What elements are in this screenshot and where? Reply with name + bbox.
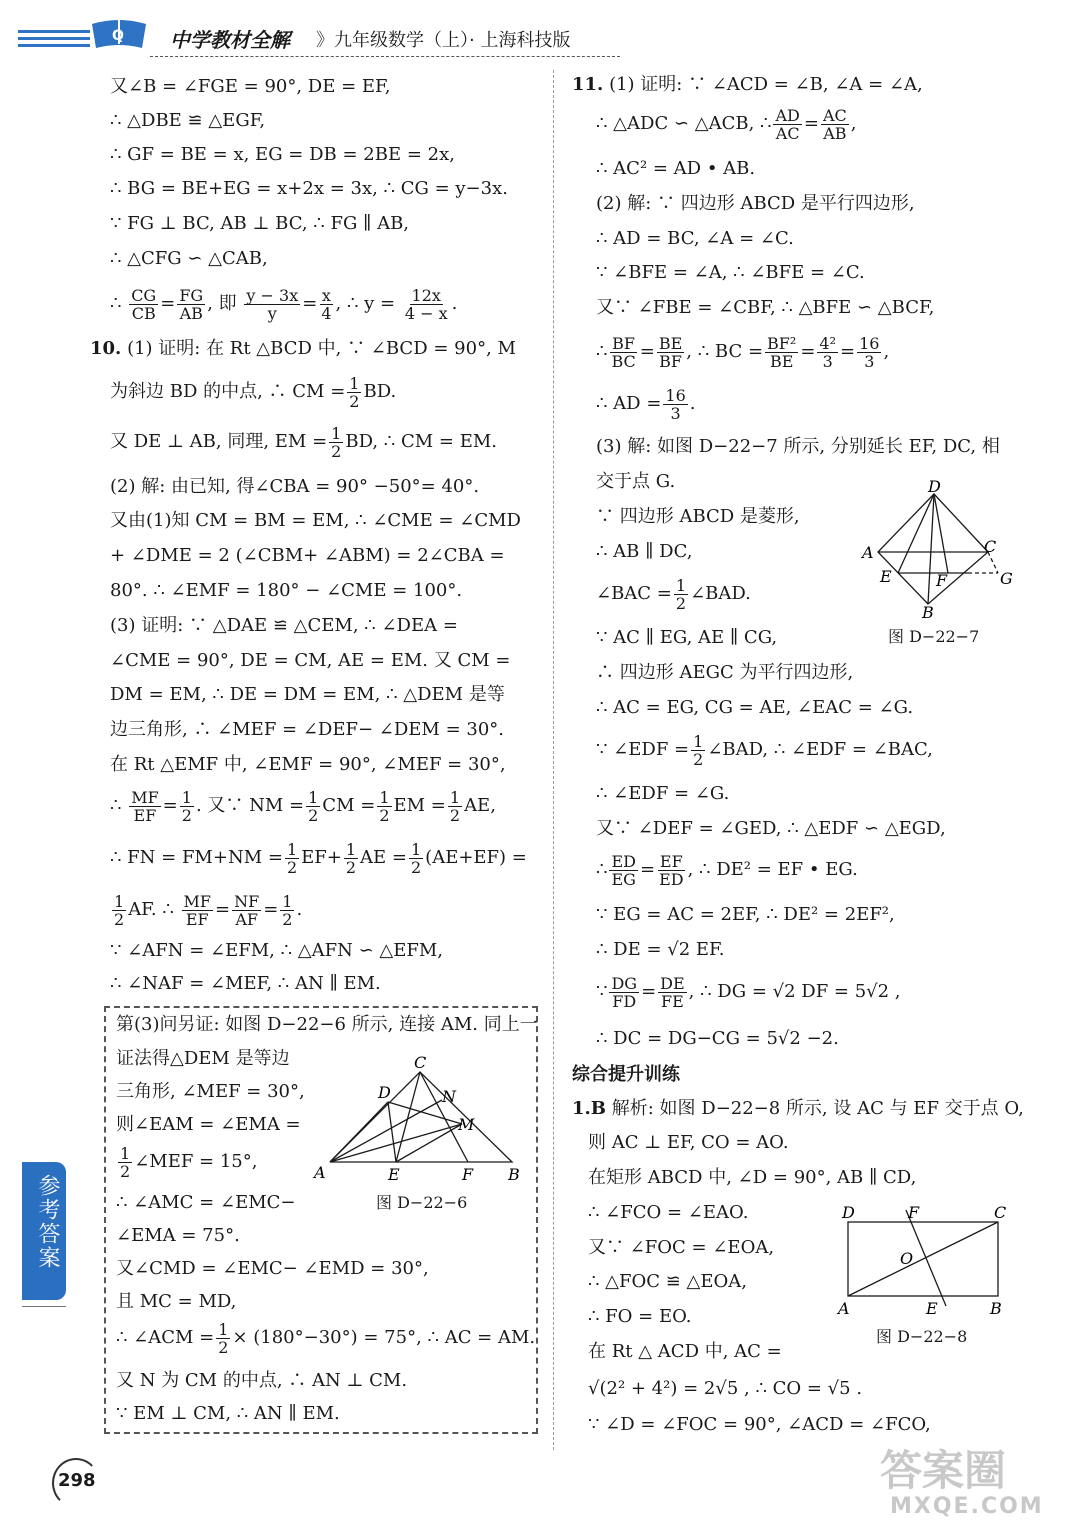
question-11-line: 11. (1) 证明: ∵ ∠ACD = ∠B, ∠A = ∠A, (572, 74, 923, 95)
text-line: 又∠CMD = ∠EMC− ∠EMD = 30°, (116, 1258, 429, 1279)
text-line: ∵ ∠AFN = ∠EFM, ∴ △AFN ∽ △EFM, (110, 940, 444, 961)
equation-line: ∴ △ADC ∽ △ACB, ∴ $\frac{AD}{AC}$ = $\frac{AC}{AB}$ , (596, 105, 857, 143)
text-line: ∴ DC = DG−CG = 5√2 −2. (596, 1028, 839, 1049)
text-line: 又∵ ∠DEF = ∠GED, ∴ △EDF ∽ △EGD, (596, 818, 946, 839)
fig8-label-e: E (926, 1299, 938, 1318)
figure-caption: 图 D−22−7 (888, 627, 980, 646)
fig7-label-b: B (922, 603, 934, 620)
text-line: ∴ ∠EDF = ∠G. (596, 783, 730, 804)
text-line: 又∵ ∠FBE = ∠CBF, ∴ △BFE ∽ △BCF, (596, 297, 935, 318)
text-line: ∴ ∠FCO = ∠EAO. (588, 1202, 749, 1223)
text-line: ∵ EM ⊥ CM, ∴ AN ∥ EM. (116, 1403, 340, 1424)
equation-line: $\frac{1}{2}$ AF. ∴ $\frac{MF}{EF}$ = $\frac{NF}{AF}$ = $\frac{1}{2}$ . (114, 891, 303, 929)
text-line: ∴ △CFG ∽ △CAB, (110, 248, 268, 269)
series-title: 中学教材全解 (170, 28, 290, 52)
fig7-label-c: C (984, 537, 997, 556)
figure-caption: 图 D−22−8 (876, 1327, 968, 1346)
book-subtitle: 》九年级数学（上）· 上海科技版 (316, 30, 571, 51)
text-line: 则∠EAM = ∠EMA = (116, 1114, 301, 1135)
side-rule-lines (22, 1306, 66, 1321)
fig6-label-e: E (388, 1165, 400, 1184)
equation-line: ∴ $\frac{CG}{CB}$ = $\frac{FG}{AB}$ , 即 $\frac{y - 3x}{y}$ = $\frac{x}{4}$ , ∴ y = $\frac{12x}{4 - x}$ . (110, 285, 458, 323)
text-line: (2) 解: 由已知, 得∠CBA = 90° −50°= 40°. (110, 476, 480, 497)
text-line: 80°. ∴ ∠EMF = 180° − ∠CME = 100°. (110, 580, 463, 601)
equation-line: $\frac{1}{2}$ ∠MEF = 15°, (120, 1143, 258, 1181)
fig8-label-f: F (908, 1203, 920, 1222)
text-line: 交于点 G. (596, 471, 676, 492)
text-line: (3) 证明: ∵ △DAE ≌ △CEM, ∴ ∠DEA = (110, 615, 458, 636)
equation-line: ∴ ∠ACM = $\frac{1}{2}$ × (180°−30°) = 75°, ∴ AC = AM. (116, 1319, 536, 1357)
text-line: √(2² + 4²) = 2√5 , ∴ CO = √5 . (588, 1378, 863, 1399)
question-10-line: 10. (1) 证明: 在 Rt △BCD 中, ∵ ∠BCD = 90°, M (90, 338, 516, 359)
text-line: ∴ ∠NAF = ∠MEF, ∴ AN ∥ EM. (110, 973, 381, 994)
text-line: 则 AC ⊥ EF, CO = AO. (588, 1132, 789, 1153)
fig8-label-o: O (900, 1249, 914, 1268)
text-line: ∠CME = 90°, DE = CM, AE = EM. 又 CM = (110, 650, 511, 671)
fig6-label-a: A (314, 1163, 326, 1182)
text-line: ∠EMA = 75°. (116, 1225, 240, 1246)
watermark-url: MXQE.COM (890, 1494, 1044, 1519)
fig6-label-c: C (414, 1053, 427, 1072)
equation-line: ∴ AD = $\frac{16}{3}$ . (596, 385, 696, 423)
text-line: ∴ AC² = AD • AB. (596, 158, 756, 179)
fig7-label-f: F (936, 571, 948, 590)
text-line: 证法得△DEM 是等边 (116, 1048, 290, 1069)
equation-line: ∴ $\frac{ED}{EG}$ = $\frac{EF}{ED}$ , ∴ DE² = EF • EG. (596, 851, 858, 889)
text-line: ∴ AD = BC, ∠A = ∠C. (596, 228, 794, 249)
fig7-label-e: E (880, 567, 892, 586)
equation-line: ∴ $\frac{MF}{EF}$ = $\frac{1}{2}$ . 又∵ NM = $\frac{1}{2}$ CM = $\frac{1}{2}$ EM = $\frac{1}{2}$ AE, (110, 787, 496, 825)
svg-text:Q: Q (112, 28, 124, 44)
section-heading: 综合提升训练 (572, 1064, 680, 1085)
fig7-label-a: A (862, 543, 874, 562)
page-number: 298 (58, 1470, 96, 1491)
equation-line: ∴ $\frac{BF}{BC}$ = $\frac{BE}{BF}$ , ∴ BC = $\frac{\text{BF²}}{BE}$ = $\frac{\text{4²}}{3}$ = $\frac{16}{3}$ , (596, 333, 890, 371)
figure-d-22-6 (312, 1050, 532, 1190)
text-line: 又 DE ⊥ AB, 同理, EM = $\frac{1}{2}$ BD, ∴ CM = EM. (110, 423, 497, 461)
text-line: 又∵ ∠FOC = ∠EOA, (588, 1237, 775, 1258)
text-line: 且 MC = MD, (116, 1291, 237, 1312)
book-logo-icon (84, 14, 154, 54)
fig7-label-g: G (1000, 569, 1013, 588)
text-line: ∵ ∠D = ∠FOC = 90°, ∠ACD = ∠FCO, (588, 1414, 931, 1435)
text-line: ∴ BG = BE+EG = x+2x = 3x, ∴ CG = y−3x. (110, 178, 508, 199)
column-divider (553, 70, 554, 1450)
text-line: + ∠DME = 2 (∠CBM+ ∠ABM) = 2∠CBA = (110, 545, 505, 566)
header-rule (150, 56, 620, 58)
equation-line: ∵ ∠EDF = $\frac{1}{2}$ ∠BAD, ∴ ∠EDF = ∠BAC, (596, 731, 933, 769)
fig7-label-d: D (928, 480, 941, 496)
text-line: (2) 解: ∵ 四边形 ABCD 是平行四边形, (596, 193, 915, 214)
text-line: ∴ △FOC ≌ △EOA, (588, 1271, 748, 1292)
fig8-label-d: D (842, 1203, 855, 1222)
text-line: ∵ EG = AC = 2EF, ∴ DE² = 2EF², (596, 904, 895, 925)
text-line: ∴ 四边形 AEGC 为平行四边形, (596, 662, 854, 683)
side-tab-answers: 参考答案 (22, 1162, 66, 1300)
text-line: 在 Rt △EMF 中, ∠EMF = 90°, ∠MEF = 30°, (110, 754, 506, 775)
text-line: DM = EM, ∴ DE = DM = EM, ∴ △DEM 是等 (110, 684, 505, 705)
equation-line: ∵ $\frac{DG}{FD}$ = $\frac{DE}{FE}$ , ∴ DG = √2 DF = 5√2 , (596, 973, 901, 1011)
watermark-logo: 答案圈 (880, 1446, 1007, 1495)
text-line: 第(3)问另证: 如图 D−22−6 所示, 连接 AM. 同上一 (116, 1014, 538, 1035)
text-line: 又由(1)知 CM = BM = EM, ∴ ∠CME = ∠CMD (110, 510, 521, 531)
header-stripes (18, 30, 90, 51)
fig6-label-n: N (442, 1087, 456, 1106)
text-line: ∴ △DBE ≌ △EGF, (110, 110, 266, 131)
text-line: 为斜边 BD 的中点, ∴ CM = $\frac{1}{2}$ BD. (110, 373, 397, 411)
text-line: ∵ ∠BFE = ∠A, ∴ ∠BFE = ∠C. (596, 262, 865, 283)
fig8-label-c: C (994, 1203, 1007, 1222)
fig6-label-m: M (458, 1115, 475, 1134)
text-line: (3) 解: 如图 D−22−7 所示, 分别延长 EF, DC, 相 (596, 436, 1000, 457)
text-line: ∴ FO = EO. (588, 1306, 692, 1327)
fig6-label-f: F (462, 1165, 474, 1184)
fig6-label-d: D (378, 1083, 391, 1102)
fig8-label-a: A (838, 1299, 850, 1318)
equation-line: ∴ FN = FM+NM = $\frac{1}{2}$ EF+ $\frac{1}{2}$ AE = $\frac{1}{2}$ (AE+EF) = (110, 839, 527, 877)
text-line: 又∠B = ∠FGE = 90°, DE = EF, (110, 76, 391, 97)
figure-d-22-7 (858, 480, 1038, 620)
figure-caption: 图 D−22−6 (376, 1193, 468, 1212)
text-line: ∵ 四边形 ABCD 是菱形, (596, 506, 800, 527)
text-line: ∴ AB ∥ DC, (596, 541, 693, 562)
fig6-label-b: B (508, 1165, 520, 1184)
text-line: ∵ FG ⊥ BC, AB ⊥ BC, ∴ FG ∥ AB, (110, 213, 410, 234)
text-line: 又 N 为 CM 的中点, ∴ AN ⊥ CM. (116, 1370, 408, 1391)
text-line: ∴ ∠AMC = ∠EMC− (116, 1192, 296, 1213)
text-line: ∴ GF = BE = x, EG = DB = 2BE = 2x, (110, 144, 455, 165)
text-line: ∴ AC = EG, CG = AE, ∠EAC = ∠G. (596, 697, 914, 718)
figure-d-22-8 (834, 1202, 1034, 1322)
text-line: ∵ AC ∥ EG, AE ∥ CG, (596, 627, 778, 648)
text-line: ∴ DE = √2 EF. (596, 939, 725, 960)
equation-line: ∠BAC = $\frac{1}{2}$ ∠BAD. (596, 575, 751, 613)
text-line: 三角形, ∠MEF = 30°, (116, 1081, 305, 1102)
answer-1-line: 1.B 解析: 如图 D−22−8 所示, 设 AC 与 EF 交于点 O, (572, 1098, 1024, 1119)
text-line: 边三角形, ∴ ∠MEF = ∠DEF− ∠DEM = 30°. (110, 719, 505, 740)
text-line: 在矩形 ABCD 中, ∠D = 90°, AB ∥ CD, (588, 1167, 917, 1188)
page-header (0, 0, 1067, 62)
fig8-label-b: B (990, 1299, 1002, 1318)
text-line: 在 Rt △ ACD 中, AC = (588, 1341, 782, 1362)
